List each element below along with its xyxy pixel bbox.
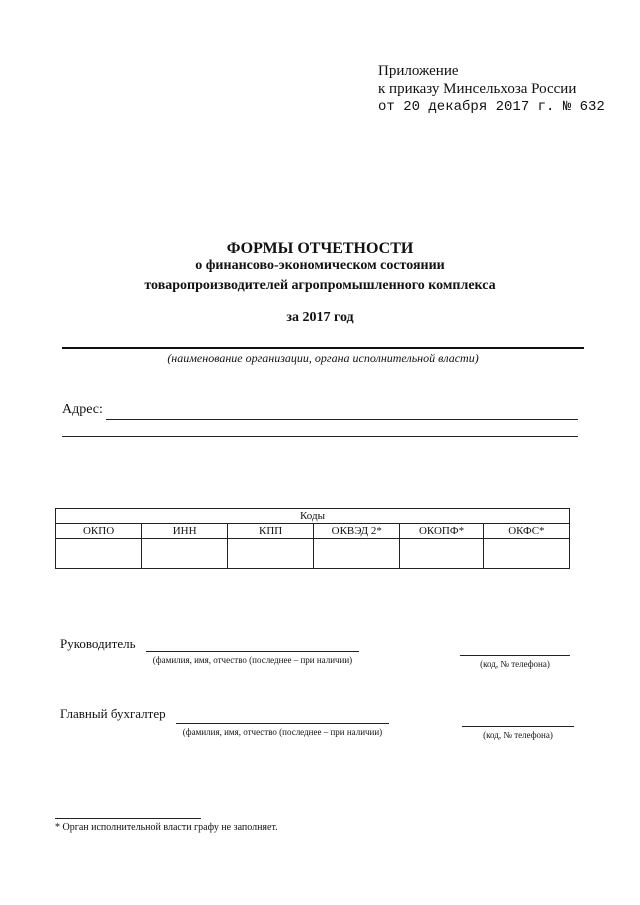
head-name-line[interactable] bbox=[146, 651, 359, 652]
codes-header: Коды bbox=[56, 509, 570, 524]
head-label: Руководитель bbox=[60, 636, 136, 651]
report-period: за 2017 год bbox=[286, 310, 354, 325]
codes-col-inn: ИНН bbox=[142, 524, 228, 539]
appendix-order-date: от 20 декабря 2017 г. № 632 bbox=[378, 99, 605, 115]
codes-col-okpo: ОКПО bbox=[56, 524, 142, 539]
codes-col-okved2: ОКВЭД 2* bbox=[314, 524, 400, 539]
head-phone-caption: (код, № телефона) bbox=[480, 659, 550, 669]
accountant-phone-line[interactable] bbox=[462, 726, 574, 727]
accountant-label: Главный бухгалтер bbox=[60, 706, 166, 721]
codes-table bbox=[55, 508, 570, 569]
organization-name-line[interactable] bbox=[62, 347, 584, 349]
footnote: * Орган исполнительной власти графу не заполняет. bbox=[55, 822, 278, 833]
address-label: Адрес: bbox=[62, 402, 103, 417]
accountant-name-caption: (фамилия, имя, отчество (последнее – при наличии) bbox=[182, 727, 383, 737]
appendix-block bbox=[378, 62, 605, 116]
address-line-1[interactable] bbox=[106, 419, 578, 420]
codes-value-okved2[interactable] bbox=[314, 539, 400, 569]
codes-value-okopf[interactable] bbox=[400, 539, 483, 569]
address-line-2[interactable] bbox=[62, 436, 578, 437]
codes-value-okpo[interactable] bbox=[56, 539, 142, 569]
head-name-caption: (фамилия, имя, отчество (последнее – при наличии) bbox=[152, 655, 353, 665]
accountant-phone-caption: (код, № телефона) bbox=[483, 730, 553, 740]
codes-value-inn[interactable] bbox=[142, 539, 228, 569]
document-subtitle-1: о финансово-экономическом состоянии bbox=[195, 258, 445, 273]
organization-caption: (наименование организации, органа исполнительной власти) bbox=[167, 351, 479, 365]
accountant-name-line[interactable] bbox=[176, 723, 389, 724]
document-subtitle-2: товаропроизводителей агропромышленного комплекса bbox=[144, 278, 496, 293]
codes-col-okopf: ОКОПФ* bbox=[400, 524, 483, 539]
head-phone-line[interactable] bbox=[460, 655, 570, 656]
appendix-title: Приложение bbox=[378, 63, 459, 79]
appendix-order-ref: к приказу Минсельхоза России bbox=[378, 81, 577, 97]
codes-value-kpp[interactable] bbox=[228, 539, 314, 569]
document-title: ФОРМЫ ОТЧЕТНОСТИ bbox=[226, 240, 414, 257]
footnote-rule bbox=[55, 818, 201, 819]
codes-col-okfs: ОКФС* bbox=[483, 524, 569, 539]
codes-col-kpp: КПП bbox=[228, 524, 314, 539]
codes-value-okfs[interactable] bbox=[483, 539, 569, 569]
